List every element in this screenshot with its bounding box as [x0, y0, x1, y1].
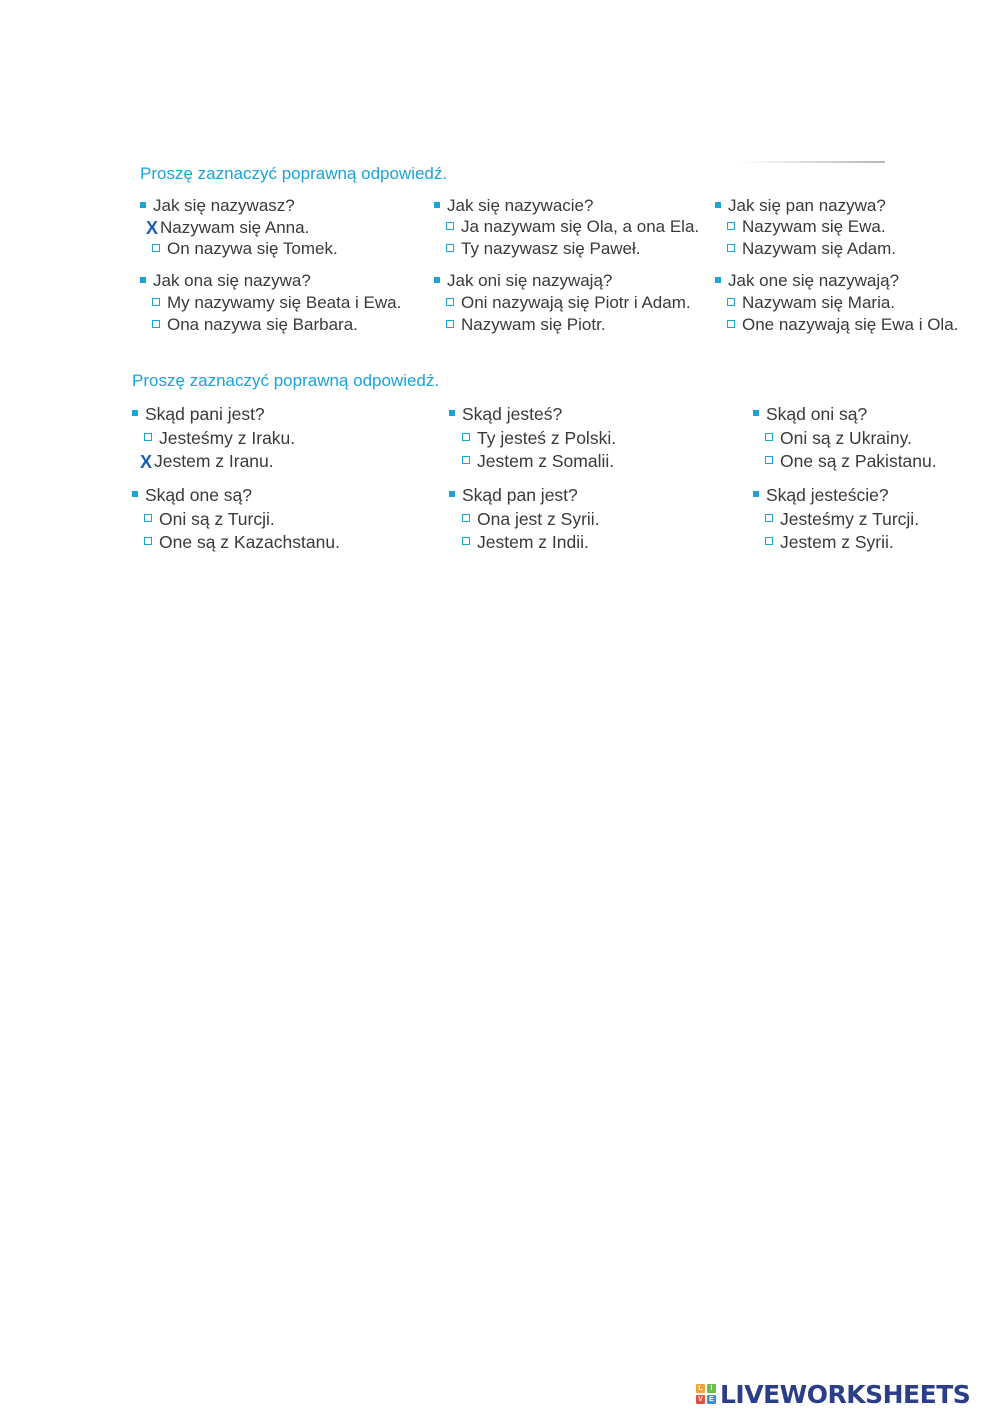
answer-option[interactable]: One są z Pakistanu. — [765, 451, 937, 472]
checkbox-icon[interactable] — [462, 456, 470, 464]
answer-option[interactable]: Nazywam się Ewa. — [727, 217, 886, 237]
bullet-icon — [449, 410, 455, 416]
bullet-icon — [715, 277, 721, 283]
answer-option[interactable]: Nazywam się Piotr. — [446, 315, 606, 335]
answer-option[interactable]: Nazywam się Adam. — [727, 239, 896, 259]
answer-option[interactable]: Ona jest z Syrii. — [462, 509, 600, 530]
answer-option[interactable]: Jestem z Syrii. — [765, 532, 894, 553]
question: Skąd one są? — [132, 485, 252, 506]
answer-option-checked[interactable]: X Nazywam się Anna. — [146, 218, 310, 238]
bullet-icon — [715, 202, 721, 208]
checkbox-icon[interactable] — [462, 514, 470, 522]
answer-option[interactable]: Jestem z Somalii. — [462, 451, 614, 472]
bullet-icon — [132, 491, 138, 497]
answer-option[interactable]: Ty nazywasz się Paweł. — [446, 239, 641, 259]
question: Jak one się nazywają? — [715, 271, 899, 291]
checkbox-icon[interactable] — [462, 537, 470, 545]
checkbox-icon[interactable] — [446, 298, 454, 306]
checkbox-icon[interactable] — [727, 244, 735, 252]
question: Jak ona się nazywa? — [140, 271, 311, 291]
bullet-icon — [753, 410, 759, 416]
answer-option[interactable]: One są z Kazachstanu. — [144, 532, 340, 553]
bullet-icon — [753, 491, 759, 497]
bullet-icon — [132, 410, 138, 416]
bullet-icon — [434, 277, 440, 283]
question: Skąd jesteś? — [449, 404, 562, 425]
answer-option[interactable]: Oni są z Ukrainy. — [765, 428, 912, 449]
answer-option[interactable]: My nazywamy się Beata i Ewa. — [152, 293, 401, 313]
checkbox-icon[interactable] — [462, 433, 470, 441]
checkbox-icon[interactable] — [727, 222, 735, 230]
decorative-divider — [740, 161, 885, 163]
question: Jak się nazywasz? — [140, 196, 295, 216]
question: Jak się nazywacie? — [434, 196, 593, 216]
checkbox-icon[interactable] — [152, 298, 160, 306]
checkbox-icon[interactable] — [144, 514, 152, 522]
question: Skąd pani jest? — [132, 404, 265, 425]
section2-title: Proszę zaznaczyć poprawną odpowiedź. — [132, 371, 440, 390]
question: Skąd oni są? — [753, 404, 867, 425]
bullet-icon — [434, 202, 440, 208]
checkbox-icon[interactable] — [765, 433, 773, 441]
checkbox-icon[interactable] — [446, 320, 454, 328]
answer-option[interactable]: Jesteśmy z Iraku. — [144, 428, 295, 449]
answer-option[interactable]: On nazywa się Tomek. — [152, 239, 338, 259]
answer-option[interactable]: Ja nazywam się Ola, a ona Ela. — [446, 217, 699, 237]
checkbox-icon[interactable] — [144, 433, 152, 441]
checkbox-icon[interactable] — [446, 222, 454, 230]
answer-option[interactable]: Oni nazywają się Piotr i Adam. — [446, 293, 691, 313]
logo-grid-icon: L I V E — [696, 1384, 716, 1404]
bullet-icon — [449, 491, 455, 497]
checkbox-icon[interactable] — [144, 537, 152, 545]
checkbox-icon[interactable] — [152, 244, 160, 252]
checkbox-icon[interactable] — [765, 537, 773, 545]
question: Skąd jesteście? — [753, 485, 889, 506]
bullet-icon — [140, 277, 146, 283]
answer-option[interactable]: One nazywają się Ewa i Ola. — [727, 315, 958, 335]
checkbox-icon[interactable] — [727, 320, 735, 328]
answer-option-checked[interactable]: X Jestem z Iranu. — [140, 451, 274, 472]
bullet-icon — [140, 202, 146, 208]
checkbox-icon[interactable] — [152, 320, 160, 328]
checkbox-icon[interactable] — [727, 298, 735, 306]
x-mark-icon: X — [140, 452, 153, 472]
logo-text: LIVEWORKSHEETS — [720, 1379, 971, 1409]
answer-option[interactable]: Jestem z Indii. — [462, 532, 589, 553]
x-mark-icon: X — [146, 218, 159, 238]
answer-option[interactable]: Nazywam się Maria. — [727, 293, 895, 313]
checkbox-icon[interactable] — [765, 514, 773, 522]
question: Jak się pan nazywa? — [715, 196, 886, 216]
answer-option[interactable]: Ona nazywa się Barbara. — [152, 315, 358, 335]
liveworksheets-logo — [696, 1379, 970, 1409]
answer-option[interactable]: Jesteśmy z Turcji. — [765, 509, 919, 530]
checkbox-icon[interactable] — [446, 244, 454, 252]
answer-option[interactable]: Ty jesteś z Polski. — [462, 428, 616, 449]
answer-option[interactable]: Oni są z Turcji. — [144, 509, 275, 530]
question: Jak oni się nazywają? — [434, 271, 612, 291]
question: Skąd pan jest? — [449, 485, 578, 506]
section1-title: Proszę zaznaczyć poprawną odpowiedź. — [140, 164, 448, 183]
checkbox-icon[interactable] — [765, 456, 773, 464]
